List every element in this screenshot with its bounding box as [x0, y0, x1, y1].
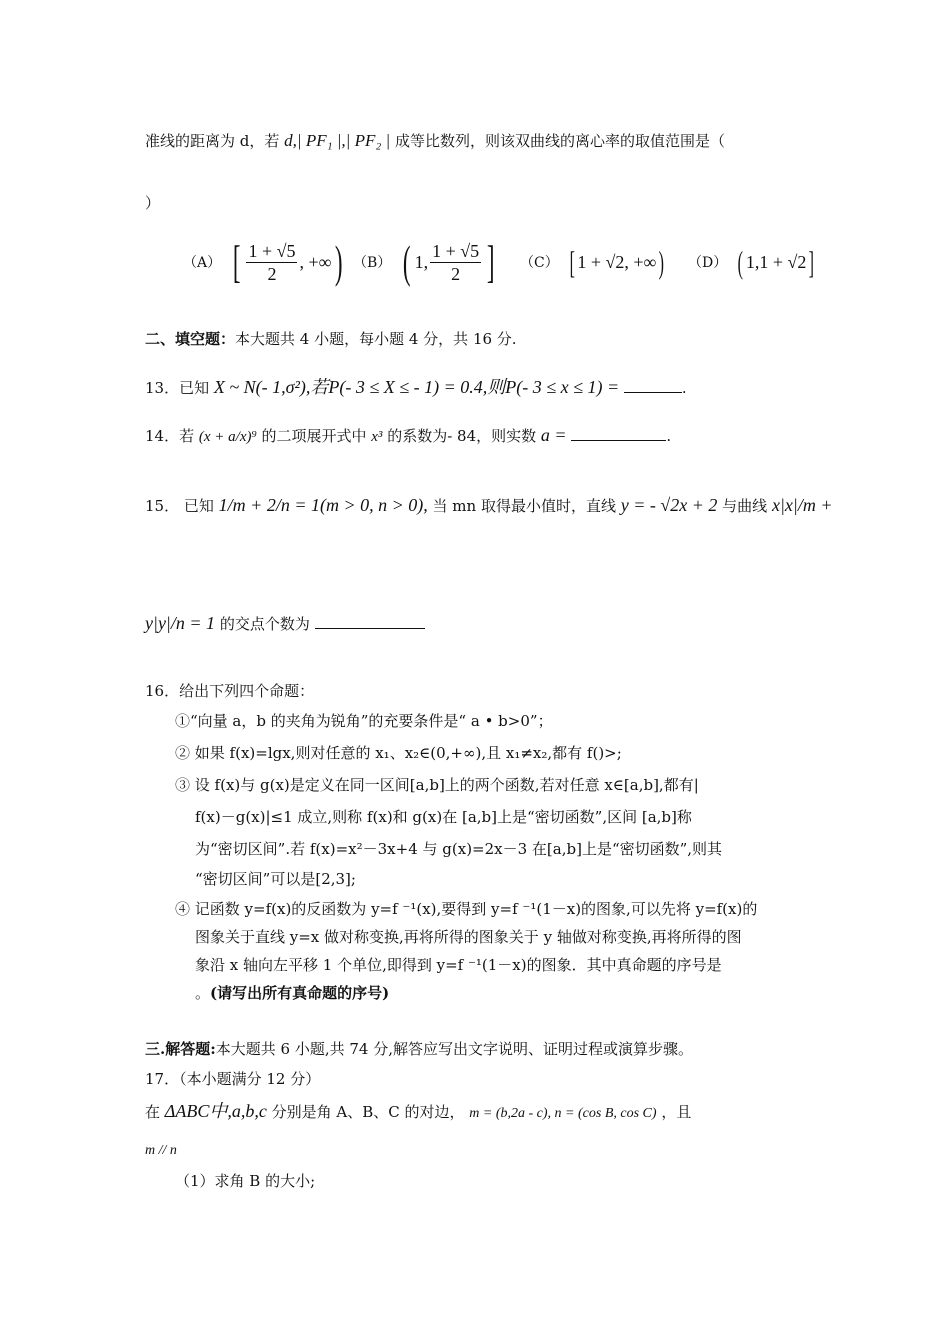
q13-math: X ~ N(- 1,σ²),若P(- 3 ≤ X ≤ - 1) = 0.4,则P(- 3 ≤ x ≤ 1) =	[213, 377, 620, 397]
option-d-expr: ( 1,1 + √2 ]	[737, 244, 815, 280]
q17-statement: 在 ΔABC中,a,b,c 分别是角 A、B、C 的对边， m = (b,2a - c), n = (cos B, cos C) ，且	[145, 1101, 692, 1121]
q17-triangle: ΔABC中,a,b,c	[164, 1101, 267, 1121]
q16-proposition-1: ①“向量 a，b 的夹角为锐角”的充要条件是“ a • b>0”；	[175, 712, 553, 730]
q12-line1: 准线的距离为 d，若 d,| PF₁ |,| PF₂ | 成等比数列，则该双曲线的离心率的取值范围是（	[145, 131, 726, 150]
q17-condition: m // n	[145, 1143, 177, 1158]
q16-proposition-3-line4: “密切区间”可以是[2,3];	[195, 870, 356, 888]
q17-subquestion-1: （1）求角 B 的大小;	[175, 1172, 316, 1190]
q12-line2: ）	[145, 194, 161, 212]
q12-condition-math: d,| PF₁ |,| PF₂ |	[284, 131, 391, 150]
q12-option-d[interactable]: （D） ( 1,1 + √2 ]	[688, 232, 817, 292]
q15-line-eq: y = - √2x + 2	[620, 495, 718, 515]
q13: 13．已知 X ~ N(- 1,σ²),若P(- 3 ≤ X ≤ - 1) = 0.4,则P(- 3 ≤ x ≤ 1) = .	[145, 377, 687, 397]
option-c-expr: [ 1 + √2, +∞ )	[569, 244, 665, 280]
q13-answer-blank[interactable]	[624, 392, 682, 393]
q12-option-a[interactable]: （A） [ $\frac{1 + √5}{2}$ , +∞ )	[183, 232, 347, 292]
q15-curve-part1: x|x|/m +	[771, 495, 833, 515]
q16-title: 16．给出下列四个命题：	[145, 682, 315, 700]
q16-proposition-4: ④ 记函数 y=f(x)的反函数为 y=f ⁻¹(x),要得到 y=f ⁻¹(1－x)的图象,可以先将 y=f(x)的	[175, 900, 758, 918]
q16-proposition-4-line2: 图象关于直线 y=x 做对称变换,再将所得的图象关于 y 轴做对称变换,再将所得的图	[195, 928, 742, 946]
q14-binomial: (x + a/x)⁹	[198, 429, 257, 445]
q16-proposition-3-line2: f(x)－g(x)|≤1 成立,则称 f(x)和 g(x)在 [a,b]上是“密切函数”,区间 [a,b]称	[195, 808, 692, 826]
q14-answer-blank[interactable]	[571, 440, 666, 441]
q15-line2: y|y|/n = 1 的交点个数为	[145, 612, 810, 635]
q16-proposition-3: ③ 设 f(x)与 g(x)是定义在同一区间[a,b]上的两个函数,若对任意 x∈[a,b],都有|	[175, 776, 699, 794]
option-b-expr: ( 1, $\frac{1 + √5}{2}$ ]	[403, 236, 495, 287]
q14: 14．若 (x + a/x)⁹ 的二项展开式中 x³ 的系数为- 84，则实数 a = .	[145, 425, 672, 445]
section3-header: 三.解答题:本大题共 6 小题,共 74 分,解答应写出文字说明、证明过程或演算步骤。	[145, 1040, 694, 1058]
q17-vectors: m = (b,2a - c), n = (cos B, cos C)	[469, 1106, 657, 1121]
section2-header: 二、填空题：本大题共 4 小题，每小题 4 分，共 16 分.	[145, 330, 517, 348]
q15-curve-part2: y|y|/n = 1	[145, 613, 216, 633]
q16-proposition-4-line3: 象沿 x 轴向左平移 1 个单位,即得到 y=f ⁻¹(1－x)的图象．其中真命题的序号是	[195, 956, 722, 974]
q16-proposition-2: ② 如果 f(x)=lgx,则对任意的 x₁、x₂∈(0,+∞),且 x₁≠x₂,都有 f()>;	[175, 744, 622, 762]
q16-proposition-4-line4: 。(请写出所有真命题的序号)	[195, 984, 390, 1002]
q15-condition: 1/m + 2/n = 1(m > 0, n > 0),	[218, 495, 428, 515]
q15-answer-blank[interactable]	[315, 628, 425, 629]
q16-proposition-3-line3: 为“密切区间”.若 f(x)=x²－3x+4 与 g(x)=2x－3 在[a,b]上是“密切函数”,则其	[195, 840, 723, 858]
q15-line1: 15． 已知 1/m + 2/n = 1(m > 0, n > 0), 当 mn 取得最小值时，直线 y = - √2x + 2 与曲线 x|x|/m +	[145, 495, 833, 515]
q17-title: 17．（本小题满分 12 分）	[145, 1070, 321, 1088]
option-a-expr: [ $\frac{1 + √5}{2}$ , +∞ )	[232, 236, 343, 287]
q12-option-b[interactable]: （B） ( 1, $\frac{1 + √5}{2}$ ]	[353, 232, 498, 292]
q12-option-c[interactable]: （C） [ 1 + √2, +∞ )	[520, 232, 667, 292]
